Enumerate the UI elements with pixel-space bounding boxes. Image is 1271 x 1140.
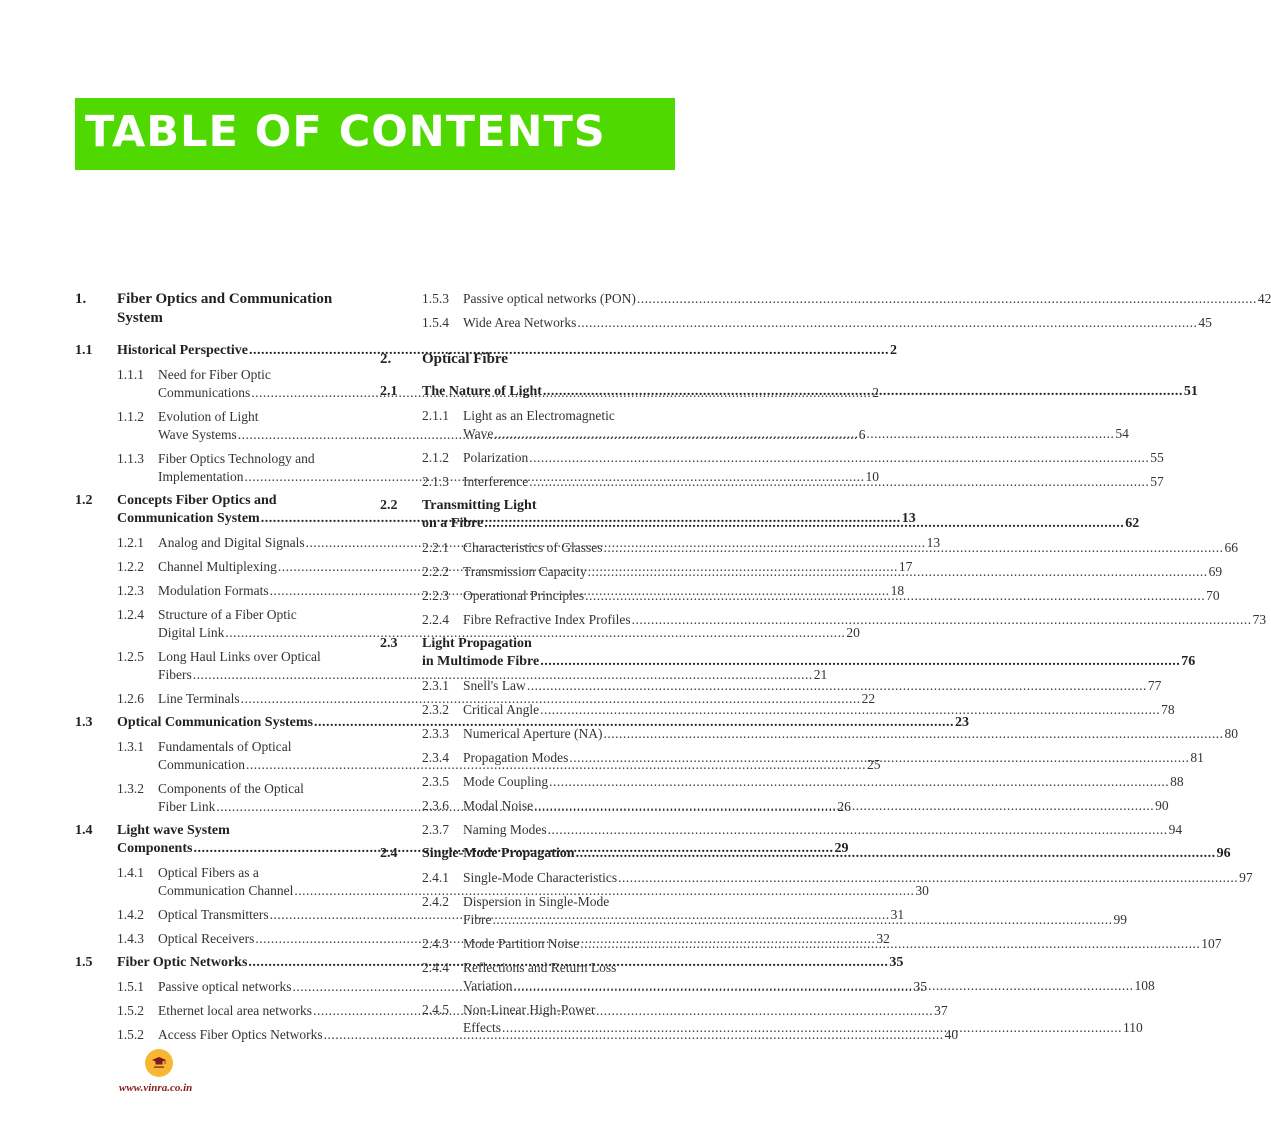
dot-leader: [514, 977, 1134, 995]
toc-entry-line: [463, 425, 1129, 443]
toc-entry-line: [463, 449, 1164, 467]
page-number: 88: [1170, 774, 1184, 789]
page-number: 20: [846, 625, 860, 640]
toc-subsection-link[interactable]: [422, 314, 1212, 332]
subsection-body: [463, 677, 1161, 695]
page-number: 25: [867, 757, 881, 772]
entry-title-text: Effects: [463, 1020, 501, 1035]
toc-entry-line-wrap: [422, 497, 1139, 515]
subsection-body: [463, 1001, 1143, 1037]
toc-entry-line: [422, 383, 1198, 401]
entry-title-text: in Multimode Fibre: [422, 654, 540, 669]
page-number: 30: [915, 883, 929, 898]
graduation-cap-icon: [151, 1056, 167, 1070]
toc-entry-line: [463, 677, 1161, 695]
subsection-number: 2.3.2: [422, 702, 449, 717]
page-number: 29: [834, 841, 849, 856]
toc-entry-line: [463, 611, 1266, 629]
page-number: 57: [1150, 474, 1164, 489]
page-number: 2: [890, 343, 898, 358]
entry-title-text: Modulation Formats: [158, 583, 269, 598]
toc-continued-subsections: [380, 290, 1271, 332]
dot-leader: [502, 1019, 1122, 1037]
entry-title-text: Light as an Electromagnetic: [463, 408, 615, 423]
dot-leader: [580, 935, 1200, 953]
page-number: 94: [1168, 822, 1183, 837]
entry-title-text: Components of the Optical: [158, 781, 304, 796]
toc-entry-line: [463, 587, 1220, 605]
toc-entry-line: [463, 1019, 1143, 1037]
entry-title-text: Passive optical networks: [158, 979, 292, 994]
subsection-number: 2.2.1: [422, 540, 449, 555]
toc-entry-line-wrap: [463, 959, 1155, 977]
entry-title-text: Light wave System: [117, 823, 230, 838]
page-number: 13: [926, 535, 941, 550]
entry-title-text: Light Propagation: [422, 636, 532, 651]
page-number: 40: [944, 1027, 959, 1042]
toc-entry-line: [463, 290, 1271, 308]
page-number: 45: [1198, 315, 1212, 330]
subsection-body: [463, 749, 1204, 767]
subsection-number: 2.4.2: [422, 894, 449, 909]
toc-subsection-link[interactable]: [422, 869, 1253, 887]
page-number: 70: [1206, 588, 1220, 603]
toc-entry-line-wrap: [463, 893, 1127, 911]
entry-title-text: Transmitting Light: [422, 498, 537, 513]
toc-subsection-link[interactable]: [422, 290, 1271, 308]
dot-leader: [494, 425, 1114, 443]
toc-entry-line-wrap: [422, 635, 1195, 653]
subsection-number: 1.1.2: [117, 409, 144, 424]
section-number: 1.4: [75, 823, 93, 838]
entry-title-text: Components: [117, 841, 193, 856]
page-number: 66: [1224, 540, 1238, 555]
toc-entry-line: [463, 314, 1212, 332]
page-number: 23: [955, 715, 969, 730]
toc-entry-line: [463, 869, 1253, 887]
dot-leader: [603, 725, 1223, 743]
toc-entry-line: [463, 935, 1222, 953]
dot-leader: [527, 677, 1147, 695]
subsection-number: 2.4.4: [422, 960, 449, 975]
subsection-number: 1.5.3: [422, 291, 449, 306]
toc-entry-line: [463, 563, 1222, 581]
page-number: 35: [889, 955, 904, 970]
entry-title-text: Passive optical networks (PON): [463, 291, 636, 306]
toc-entry-line-wrap: [463, 407, 1129, 425]
page-number: 81: [1190, 750, 1204, 765]
subsection-number: 1.5.4: [422, 315, 449, 330]
page-number: 108: [1134, 978, 1155, 993]
toc-entry-line: [463, 821, 1182, 839]
entry-title-text: Polarization: [463, 450, 529, 465]
page-number: 51: [1183, 384, 1198, 399]
toc-subsection-link[interactable]: [422, 725, 1238, 743]
subsection-number: 2.3.4: [422, 750, 449, 765]
dot-leader: [577, 314, 1197, 332]
subsection-body: [463, 539, 1238, 557]
entry-title-text: Operational Principles: [463, 588, 585, 603]
page-number: 69: [1208, 564, 1223, 579]
entry-title-text: Optical Communication Systems: [117, 715, 313, 730]
entry-title-text: Variation: [463, 978, 513, 993]
toc-entry-line: [422, 845, 1231, 863]
subsection-body: [463, 935, 1222, 953]
toc-entry-line: [463, 473, 1164, 491]
dot-leader: [529, 449, 1149, 467]
subsection-number: 2.1.2: [422, 450, 449, 465]
entry-title-text: Historical Perspective: [117, 343, 249, 358]
subsection-number: 1.2.1: [117, 535, 144, 550]
page-number: 32: [876, 931, 890, 946]
entry-title-text: Optical Transmitters: [158, 907, 269, 922]
dot-leader: [603, 539, 1223, 557]
page-number: 62: [1125, 516, 1140, 531]
toc-entry-line: [422, 653, 1195, 671]
toc-entry-line: [422, 515, 1139, 533]
page-number: 76: [1181, 654, 1196, 669]
entry-title-text: Fibre Refractive Index Profiles: [463, 612, 631, 627]
page-number: 96: [1216, 846, 1231, 861]
entry-title-text: Communications: [158, 385, 251, 400]
toc-subsection-link[interactable]: [117, 690, 876, 708]
subsection-number: 2.3.3: [422, 726, 449, 741]
subsection-number: 2.4.1: [422, 870, 449, 885]
toc-section-link[interactable]: [75, 714, 969, 732]
entry-title-text: Channel Multiplexing: [158, 559, 277, 574]
chapter-title: Fiber Optics and Communication System: [117, 291, 333, 326]
subsection-number: 1.5.2: [117, 1003, 144, 1018]
subsection-body: [463, 959, 1155, 995]
entry-title-text: Communication System: [117, 511, 260, 526]
page-number: 78: [1161, 702, 1175, 717]
toc-subsection-link[interactable]: [422, 773, 1184, 791]
dot-leader: [493, 911, 1113, 929]
toc-section-link[interactable]: [380, 383, 1198, 401]
chapter-heading: [380, 350, 673, 369]
subsection-body: [463, 473, 1164, 491]
subsection-number: 2.2.4: [422, 612, 449, 627]
subsection-number: 1.4.2: [117, 907, 144, 922]
entry-title-text: Ethernet local area networks: [158, 1003, 313, 1018]
entry-title-text: Mode Partition Noise: [463, 936, 580, 951]
page-number: 80: [1224, 726, 1238, 741]
subsection-body: [463, 290, 1271, 308]
page-number: 21: [813, 667, 828, 682]
subsection-number: 2.3.7: [422, 822, 449, 837]
publisher-logo: [145, 1049, 173, 1077]
section-number: 1.1: [75, 343, 93, 358]
entry-title-text: Wave: [463, 426, 494, 441]
subsection-number: 2.4.5: [422, 1002, 449, 1017]
subsection-number: 2.2.3: [422, 588, 449, 603]
chapter-heading: [75, 290, 365, 328]
entry-title-text: Fiber Optics Technology and: [158, 451, 315, 466]
page-number: 42: [1257, 291, 1271, 306]
dot-leader: [569, 749, 1189, 767]
section-body: [422, 845, 1231, 863]
toc-entry-line: [463, 911, 1127, 929]
subsection-number: 1.1.1: [117, 367, 144, 382]
subsection-number: 1.2.5: [117, 649, 144, 664]
toc-entry-line-wrap: [463, 1001, 1143, 1019]
section-number: 2.2: [380, 498, 398, 513]
page-number: 54: [1115, 426, 1129, 441]
dot-leader: [585, 587, 1205, 605]
subsection-body: [463, 587, 1220, 605]
page-number: 37: [934, 1003, 948, 1018]
section-number: 1.5: [75, 955, 93, 970]
subsection-number: 2.3.6: [422, 798, 449, 813]
dot-leader: [576, 845, 1216, 863]
page-number: 6: [858, 427, 866, 442]
section-number: 2.3: [380, 636, 398, 651]
entry-title-text: Evolution of Light: [158, 409, 259, 424]
section-number: 2.4: [380, 846, 398, 861]
subsection-body: [463, 701, 1175, 719]
entry-title-text: Fiber Link: [158, 799, 216, 814]
subsection-number: 2.1.3: [422, 474, 449, 489]
entry-title-text: Single-Mode Propagation: [422, 846, 575, 861]
page-number: 90: [1155, 798, 1169, 813]
dot-leader: [534, 797, 1154, 815]
toc-entry-line: [463, 773, 1184, 791]
page-number: 97: [1239, 870, 1253, 885]
page-number: 13: [901, 511, 916, 526]
section-body: [422, 635, 1195, 671]
subsection-number: 1.4.1: [117, 865, 144, 880]
subsection-body: [463, 797, 1169, 815]
section-body: [422, 497, 1139, 533]
entry-title-text: Dispersion in Single-Mode: [463, 894, 610, 909]
entry-title-text: Digital Link: [158, 625, 225, 640]
entry-title-text: Concepts Fiber Optics and: [117, 493, 277, 508]
toc-entry-line: [463, 797, 1169, 815]
chapter-number: 1.: [75, 291, 87, 307]
dot-leader: [618, 869, 1238, 887]
section-number: 1.2: [75, 493, 93, 508]
toc-entry-line: [463, 749, 1204, 767]
subsection-body: [463, 407, 1129, 443]
toc-subsection-link[interactable]: [422, 407, 1129, 443]
entry-title-text: Modal Noise: [463, 798, 534, 813]
subsection-number: 1.1.3: [117, 451, 144, 466]
entry-title-text: Optical Fibers as a: [158, 865, 259, 880]
subsection-body: [463, 314, 1212, 332]
toc-entry-line: [463, 539, 1238, 557]
subsection-number: 1.3.1: [117, 739, 144, 754]
toc-entry-line: [463, 701, 1175, 719]
page-number: 18: [890, 583, 905, 598]
page-number: 22: [861, 691, 876, 706]
entry-title-text: Mode Coupling: [463, 774, 549, 789]
page-number: 10: [865, 469, 879, 484]
page-number: 77: [1147, 678, 1162, 693]
page-number: 17: [898, 559, 913, 574]
toc-entry-line: [463, 977, 1155, 995]
subsection-number: 2.4.3: [422, 936, 449, 951]
dot-leader: [637, 290, 1257, 308]
subsection-number: 2.3.1: [422, 678, 449, 693]
subsection-body: [463, 611, 1266, 629]
page-number: 35: [913, 979, 927, 994]
toc-subsection-link[interactable]: [422, 677, 1162, 695]
entry-title-text: The Nature of Light: [422, 384, 542, 399]
dot-leader: [540, 701, 1160, 719]
page-number: 26: [837, 799, 851, 814]
dot-leader: [484, 515, 1124, 533]
subsection-body: [463, 893, 1127, 929]
chapter-title: Optical Fibre: [422, 351, 508, 367]
entry-title-text: Long Haul Links over Optical: [158, 649, 321, 664]
entry-title-text: Communication: [158, 757, 245, 772]
entry-title-text: Communication Channel: [158, 883, 294, 898]
subsection-number: 1.2.4: [117, 607, 144, 622]
subsection-number: 1.3.2: [117, 781, 144, 796]
entry-title-text: Fibre: [463, 912, 492, 927]
entry-title-text: Characteristics of Glasses: [463, 540, 603, 555]
entry-title-text: Snell's Law: [463, 678, 526, 693]
entry-title-text: Single-Mode Characteristics: [463, 870, 618, 885]
toc-subsection-link[interactable]: [422, 821, 1183, 839]
subsection-number: 1.2.2: [117, 559, 144, 574]
subsection-number: 1.4.3: [117, 931, 144, 946]
page-number: 73: [1252, 612, 1267, 627]
entry-title-text: Non-Linear High-Power: [463, 1002, 596, 1017]
page-number: 55: [1150, 450, 1164, 465]
entry-title-text: Interference: [463, 474, 529, 489]
subsection-number: 2.1.1: [422, 408, 449, 423]
dot-leader: [549, 773, 1169, 791]
title-banner: [75, 98, 675, 170]
entry-title-text: Optical Receivers: [158, 931, 255, 946]
toc-entry-line: [463, 725, 1238, 743]
entry-title-text: Fiber Optic Networks: [117, 955, 248, 970]
subsection-body: [463, 773, 1184, 791]
subsection-body: [463, 725, 1238, 743]
subsection-number: 1.2.3: [117, 583, 144, 598]
subsection-body: [463, 449, 1164, 467]
section-number: 1.3: [75, 715, 93, 730]
entry-title-text: Fundamentals of Optical: [158, 739, 292, 754]
entry-title-text: Analog and Digital Signals: [158, 535, 305, 550]
entry-title-text: Fibers: [158, 667, 192, 682]
entry-title-text: Need for Fiber Optic: [158, 367, 271, 382]
entry-title-text: on a Fibre: [422, 516, 484, 531]
entry-title-text: Wave Systems: [158, 427, 237, 442]
entry-title-text: Critical Angle: [463, 702, 540, 717]
toc-subsection-link[interactable]: [422, 449, 1164, 467]
dot-leader: [548, 821, 1168, 839]
entry-title-text: Access Fiber Optics Networks: [158, 1027, 323, 1042]
entry-title-text: Numerical Aperture (NA): [463, 726, 603, 741]
subsection-body: [463, 563, 1222, 581]
dot-leader: [632, 611, 1252, 629]
toc-subsection-link[interactable]: [422, 611, 1267, 629]
subsection-number: 1.5.1: [117, 979, 144, 994]
dot-leader: [543, 383, 1183, 401]
entry-title-text: Wide Area Networks: [463, 315, 577, 330]
toc-section-link[interactable]: [380, 635, 1196, 671]
subsection-number: 1.2.6: [117, 691, 144, 706]
subsection-number: 2.3.5: [422, 774, 449, 789]
page-number: 2: [872, 385, 879, 400]
toc-subsection-link[interactable]: [422, 701, 1175, 719]
page-number: 31: [890, 907, 905, 922]
section-body: [422, 383, 1198, 401]
entry-title-text: Implementation: [158, 469, 244, 484]
subsection-number: 1.5.2: [117, 1027, 144, 1042]
page-title: TABLE OF CONTENTS: [85, 107, 606, 157]
page-number: 110: [1122, 1020, 1143, 1035]
entry-title-text: Reflections and Return Loss: [463, 960, 617, 975]
entry-title-text: Line Terminals: [158, 691, 240, 706]
page-number: 107: [1201, 936, 1222, 951]
dot-leader: [540, 653, 1180, 671]
entry-title-text: Transmission Capacity: [463, 564, 587, 579]
website-link[interactable]: www.vinra.co.in: [119, 1082, 193, 1094]
entry-title-text: Structure of a Fiber Optic: [158, 607, 297, 622]
subsection-number: 2.2.2: [422, 564, 449, 579]
subsection-body: [463, 869, 1253, 887]
subsection-body: [463, 821, 1182, 839]
page-number: 99: [1113, 912, 1127, 927]
dot-leader: [588, 563, 1208, 581]
entry-title-text: Propagation Modes: [463, 750, 569, 765]
dot-leader: [529, 473, 1149, 491]
entry-title-text: Naming Modes: [463, 822, 547, 837]
chapter-number: 2.: [380, 351, 392, 367]
section-number: 2.1: [380, 384, 398, 399]
